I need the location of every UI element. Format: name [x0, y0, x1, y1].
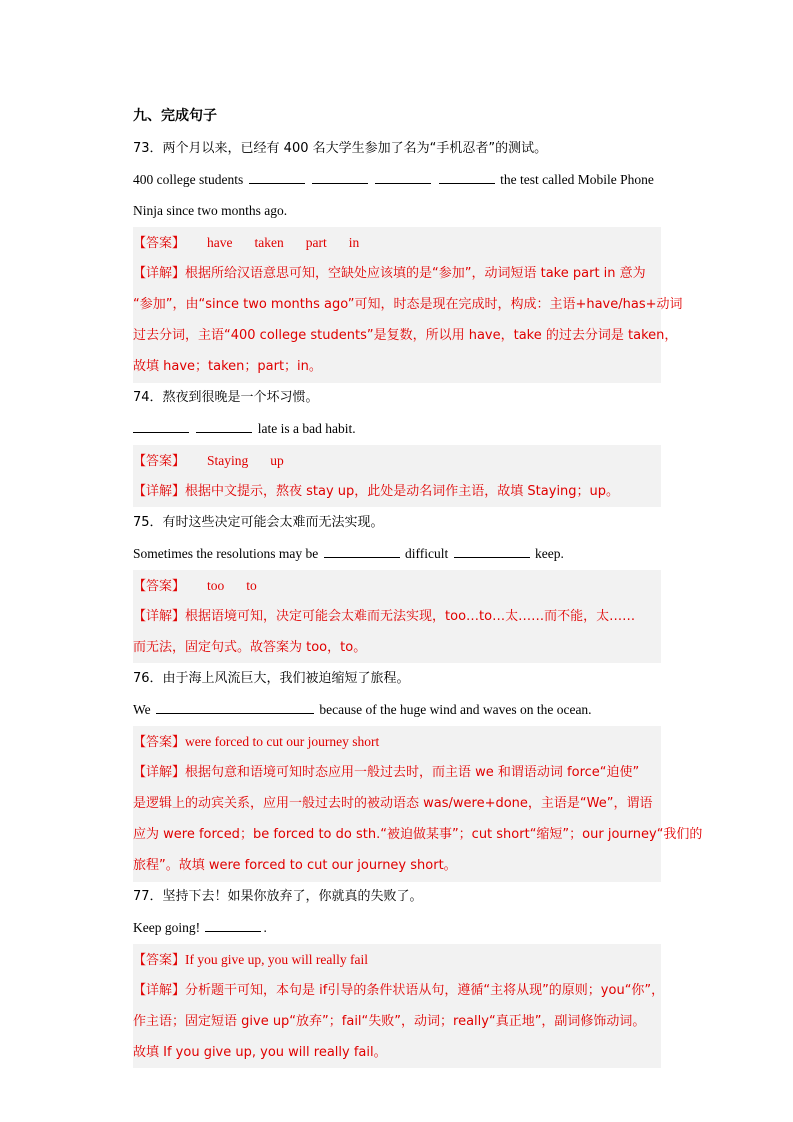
q73-detail-2: “参加”，由“since two months ago”可知，时态是现在完成时，构成：主语+have/has+动词: [133, 297, 683, 312]
q73-blank-2[interactable]: [312, 169, 368, 184]
q75-en-start: Sometimes the resolutions may be: [133, 546, 319, 561]
q74-answer: 【答案】 Staying up: [133, 453, 284, 469]
q73-answer-2: taken: [254, 235, 284, 250]
q75-en-mid: difficult: [404, 546, 449, 561]
q77-prompt: 77．坚持下去！如果你放弃了，你就真的失败了。: [133, 889, 423, 904]
q76-detail-3: 应为 were forced；be forced to do sth.“被迫做某事”；cut short“缩短”；our journey“我们的: [133, 827, 703, 842]
q76-prompt: 76．由于海上风流巨大，我们被迫缩短了旅程。: [133, 671, 410, 686]
q74-detail-1: 【详解】根据中文提示，熬夜 stay up，此处是动名词作主语，故填 Staying；up。: [133, 484, 620, 499]
q77-answer-text: If you give up, you will really fail: [185, 952, 368, 967]
q76-en-end: because of the huge wind and waves on the ocean.: [319, 702, 592, 717]
q76-detail-1: 【详解】根据句意和语境可知时态应用一般过去时，而主语 we 和谓语动词 force“迫使”: [133, 765, 640, 780]
q77-answer: 【答案】If you give up, you will really fail: [133, 952, 368, 968]
q76-en-start: We: [133, 702, 151, 717]
q74-answer-1: Staying: [207, 453, 249, 468]
q76-english: [133, 694, 661, 725]
q76-detail-2: 是逻辑上的动宾关系，应用一般过去时的被动语态 was/were+done，主语是“We”，谓语: [133, 796, 653, 811]
q74-en-end: late is a bad habit.: [257, 421, 356, 436]
q75-detail-1: 【详解】根据语境可知，决定可能会太难而无法实现，too…to…太……而不能，太……: [133, 609, 636, 624]
q75-answer-1: too: [207, 578, 225, 593]
q74-english: [133, 413, 661, 444]
answer-tag: 【答案】: [133, 236, 186, 251]
q75-prompt: 75．有时这些决定可能会太难而无法实现。: [133, 515, 384, 530]
q73-detail-1: 【详解】根据所给汉语意思可知，空缺处应该填的是“参加”，动词短语 take part in 意为: [133, 266, 646, 281]
detail-tag: 【详解】: [133, 266, 186, 281]
q73-answer-1: have: [207, 235, 233, 250]
q74-blank-2[interactable]: [196, 418, 252, 433]
q75-blank-1[interactable]: [324, 543, 400, 558]
q73-prompt: 73．两个月以来，已经有 400 名大学生参加了名为“手机忍者”的测试。: [133, 141, 548, 156]
q75-answer: 【答案】 too to: [133, 578, 257, 594]
q75-answer-2: to: [246, 578, 257, 593]
q76-detail-4: 旅程”。故填 were forced to cut our journey short。: [133, 858, 457, 873]
q73-answer: [133, 227, 661, 259]
q77-detail-2: 作主语；固定短语 give up“放弃”；fail“失败”，动词；really“真正地”，副词修饰动词。: [133, 1014, 646, 1029]
q77-detail-3: 故填 If you give up, you will really fail。: [133, 1045, 387, 1060]
q73-english-line1: [133, 164, 661, 195]
q73-blank-4[interactable]: [439, 169, 495, 184]
q74-answer-2: up: [270, 453, 284, 468]
q73-answer-3: part: [305, 235, 327, 250]
q73-answer-4: in: [348, 235, 360, 250]
q76-answer: 【答案】were forced to cut our journey short: [133, 734, 380, 750]
q73-en-end: the test called Mobile Phone: [500, 172, 654, 187]
q73-en-start: 400 college students: [133, 172, 244, 187]
q75-en-end: keep.: [534, 546, 564, 561]
q73-en-line2: Ninja since two months ago.: [133, 203, 288, 218]
q73-blank-1[interactable]: [249, 169, 305, 184]
q75-blank-2[interactable]: [454, 543, 530, 558]
q77-english: [133, 912, 661, 943]
q77-en-start: Keep going!: [133, 920, 201, 935]
q75-english: [133, 538, 661, 569]
q75-detail-2: 而无法，固定句式。故答案为 too，to。: [133, 640, 367, 655]
q77-en-end: .: [263, 920, 267, 935]
q73-blank-3[interactable]: [375, 169, 431, 184]
q76-blank[interactable]: [156, 699, 314, 714]
q76-answer-text: were forced to cut our journey short: [185, 734, 380, 749]
q74-prompt: 74．熬夜到很晚是一个坏习惯。: [133, 390, 319, 405]
section-title: 九、完成句子: [133, 108, 217, 124]
q73-detail-3: 过去分词，主语“400 college students”是复数，所以用 have，take 的过去分词是 taken，: [133, 328, 678, 343]
q77-detail-1: 【详解】分析题干可知，本句是 if引导的条件状语从句，遵循“主将从现”的原则；you“你”，: [133, 983, 665, 998]
q74-blank-1[interactable]: [133, 418, 189, 433]
q73-detail-4: 故填 have；taken；part；in。: [133, 359, 322, 374]
q77-blank[interactable]: [205, 917, 261, 932]
